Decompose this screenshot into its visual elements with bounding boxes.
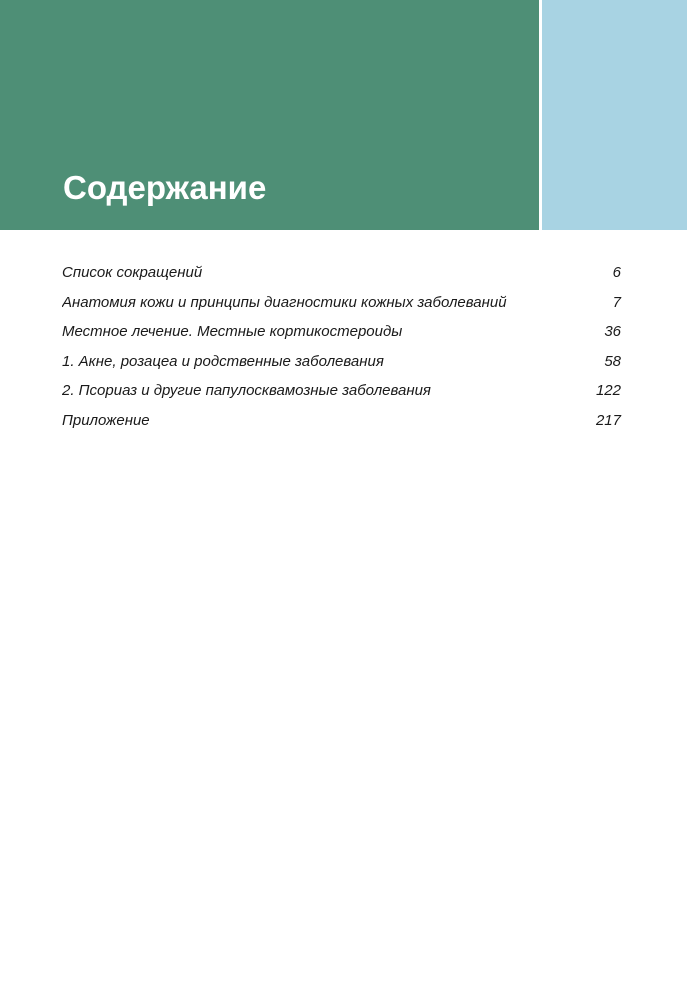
toc-entry-page: 58 <box>604 352 621 370</box>
toc-entry[interactable] <box>62 376 621 406</box>
toc-entry-title: Анатомия кожи и принципы диагностики кожных заболеваний <box>62 293 507 311</box>
toc-entry-title: Список сокращений <box>62 264 203 281</box>
toc-entry[interactable] <box>62 347 621 377</box>
toc-entry-page: 7 <box>612 293 621 311</box>
toc-entry-title: Приложение <box>62 411 150 429</box>
toc-entry-page: 36 <box>604 323 621 340</box>
toc-entry-page: 217 <box>595 411 621 429</box>
toc-entry-title: 2. Псориаз и другие папулосквамозные заболевания <box>62 382 431 399</box>
toc-entry-page: 122 <box>595 382 621 399</box>
toc-entry-page: 6 <box>612 264 621 281</box>
toc-entry[interactable] <box>62 258 621 288</box>
table-of-contents <box>62 258 621 435</box>
toc-entry[interactable] <box>62 288 621 318</box>
toc-entry-title: 1. Акне, розацеа и родственные заболевания <box>62 352 384 370</box>
toc-entry[interactable] <box>62 406 621 436</box>
toc-entry[interactable] <box>62 317 621 347</box>
toc-entry-title: Местное лечение. Местные кортикостероиды <box>62 323 403 340</box>
page-title: Содержание <box>63 169 267 206</box>
header-blue-block <box>542 0 687 230</box>
